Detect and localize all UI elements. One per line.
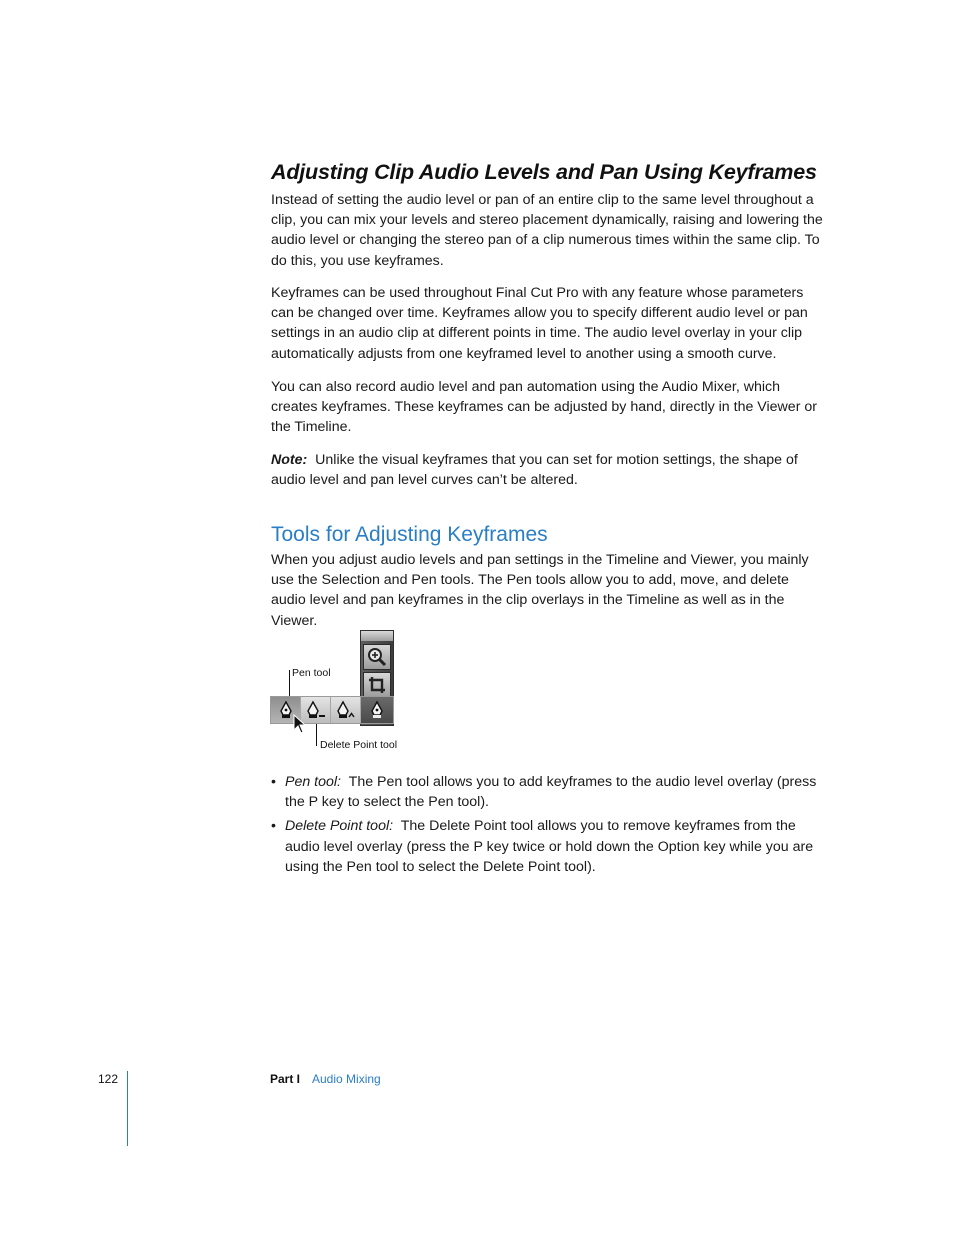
pen-tool-label: Pen tool [292, 667, 331, 679]
bullet-glyph: • [271, 774, 276, 790]
smooth-point-tool-button[interactable] [331, 697, 361, 723]
note-text: Unlike the visual keyframes that you can set for motion settings, the shape of audio level and pan level curves can’t be altered. [271, 452, 798, 489]
delete-point-callout-line [316, 724, 317, 746]
bullet-glyph: • [271, 818, 276, 835]
zoom-tool-button[interactable] [363, 644, 391, 670]
pen-icon [369, 700, 385, 720]
footer-section-link[interactable]: Audio Mixing [312, 1072, 381, 1086]
footer-part-label: Part I [270, 1072, 301, 1086]
footer-divider [127, 1071, 128, 1146]
tools-bullet-list [271, 772, 827, 881]
paragraph-tools-intro: When you adjust audio levels and pan settings in the Timeline and Viewer, you mainly use the Selection and Pen tools. The Pen tools allow you to add, move, and delete audio level and pan keyframes in the clip overlays in the Timeline as well as in the Viewer. [271, 552, 809, 629]
zoom-icon [367, 647, 387, 667]
paragraph-intro: Instead of setting the audio level or pan of an entire clip to the same level throughout a clip, you can mix your levels and stereo placement dynamically, raising and lowering the audio level or changing the stereo pan of a clip numerous times within the same clip. To do this, you use keyframes. [271, 192, 823, 269]
paragraph-keyframes: Keyframes can be used throughout Final Cut Pro with any feature whose parameters can be changed over time. Keyframes allow you to specify different audio level or pan settings in an audio clip at different points in time. The audio level overlay in your clip automatically adjusts from one keyframed level to another using a smooth curve. [271, 285, 808, 362]
bullet-term: Delete Point tool: [285, 818, 394, 835]
note-paragraph [271, 450, 823, 490]
section-heading: Adjusting Clip Audio Levels and Pan Using Keyframes [271, 160, 817, 184]
delete-point-tool-label: Delete Point tool [320, 739, 398, 751]
list-item [271, 772, 827, 812]
palette-top-edge [361, 631, 393, 641]
paragraph-audio-mixer: You can also record audio level and pan automation using the Audio Mixer, which creates keyframes. These keyframes can be adjusted by hand, directly in the Viewer or the Timeline. [271, 379, 817, 436]
pen-tools-strip [270, 696, 394, 724]
bullet-text: The Pen tool allows you to add keyframes to the audio level overlay (press the P key to select the Pen tool). [285, 774, 817, 811]
list-item [271, 816, 827, 877]
bullet-term: Pen tool: [285, 774, 342, 790]
crop-tool-button[interactable] [363, 672, 391, 698]
pen-tool-callout-line [289, 670, 290, 696]
arrow-cursor-icon [292, 714, 308, 734]
note-label: Note: [271, 452, 308, 468]
tool-palette-figure [270, 630, 420, 760]
pen-smooth-icon [336, 700, 356, 720]
subsection-heading: Tools for Adjusting Keyframes [271, 523, 548, 546]
bullet-text: The Delete Point tool allows you to remove keyframes from the audio level overlay (press the P key twice or hold down the Option key while you are using the Pen tool to select the Delete Point tool). [285, 818, 814, 875]
page-number: 122 [98, 1072, 119, 1086]
pen-tool-selected-button[interactable] [361, 697, 393, 723]
pen-minus-icon [306, 700, 326, 720]
crop-icon [367, 675, 387, 695]
